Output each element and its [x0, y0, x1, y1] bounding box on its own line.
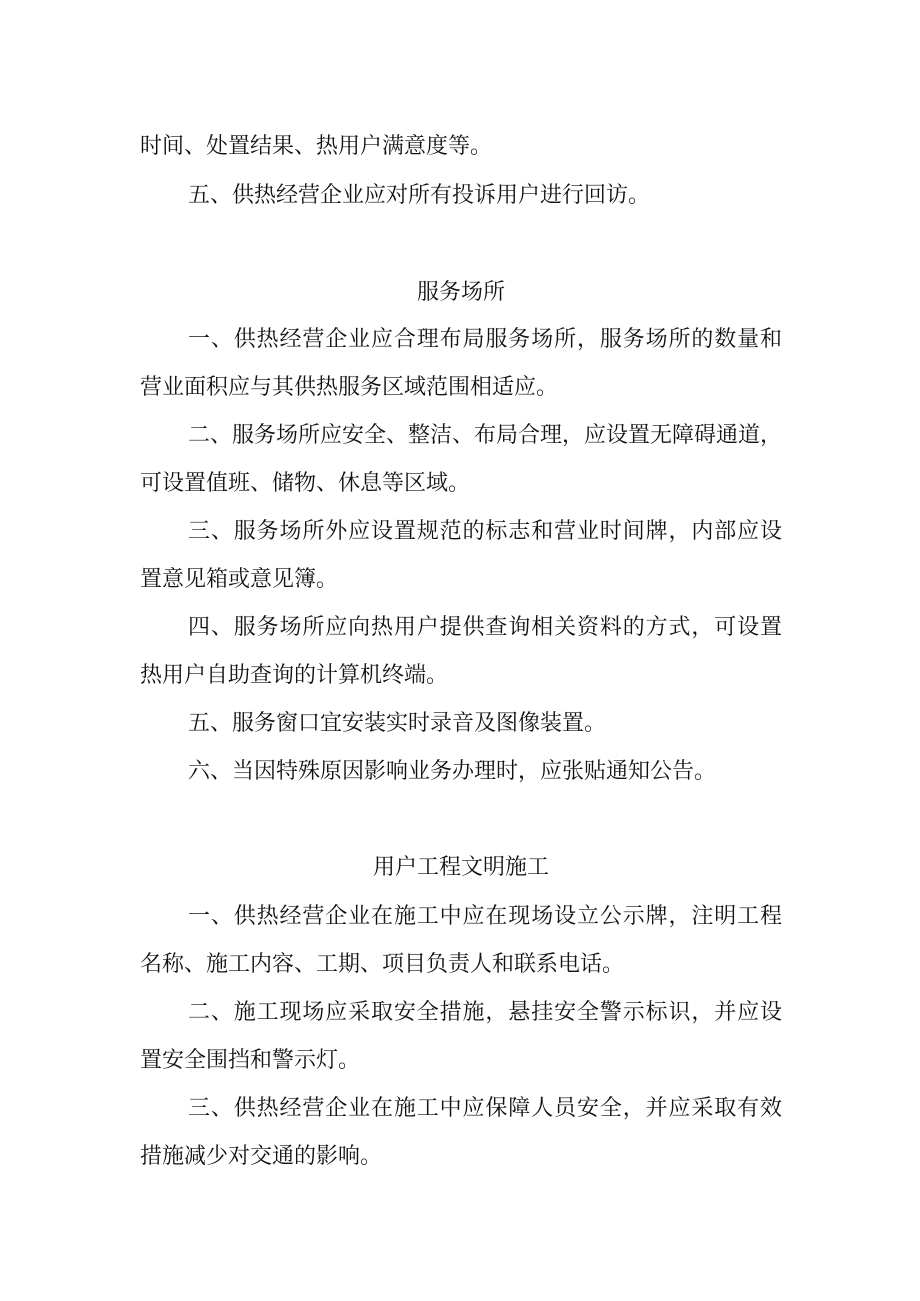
section1-line-5: 三、服务场所外应设置规范的标志和营业时间牌，内部应设 [188, 519, 782, 544]
section1-line-6: 置意见箱或意见簿。 [140, 567, 339, 592]
section1-line-4: 可设置值班、储物、休息等区域。 [140, 471, 471, 496]
section2-line-2: 名称、施工内容、工期、项目负责人和联系电话。 [140, 952, 625, 977]
section2-line-3: 二、施工现场应采取安全措施，悬挂安全警示标识，并应设 [188, 1000, 782, 1025]
section1-line-9: 五、服务窗口宜安装实时录音及图像装置。 [188, 711, 607, 736]
section-heading-service-venue: 服务场所 [416, 280, 505, 305]
section2-line-4: 置安全围挡和警示灯。 [140, 1048, 361, 1073]
intro-line-2: 五、供热经营企业应对所有投诉用户进行回访。 [188, 183, 651, 208]
section1-line-1: 一、供热经营企业应合理布局服务场所，服务场所的数量和 [188, 327, 782, 352]
section1-line-8: 热用户自助查询的计算机终端。 [140, 663, 449, 688]
section2-line-6: 措施减少对交通的影响。 [140, 1144, 383, 1169]
section1-line-2: 营业面积应与其供热服务区域范围相适应。 [140, 375, 559, 400]
section2-line-5: 三、供热经营企业在施工中应保障人员安全，并应采取有效 [188, 1096, 782, 1121]
section1-line-3: 二、服务场所应安全、整洁、布局合理，应设置无障碍通道， [188, 423, 783, 448]
section1-line-7: 四、服务场所应向热用户提供查询相关资料的方式，可设置 [188, 615, 782, 640]
section-heading-civilized-construction: 用户工程文明施工 [372, 855, 549, 880]
intro-line-1: 时间、处置结果、热用户满意度等。 [140, 134, 493, 159]
section2-line-1: 一、供热经营企业在施工中应在现场设立公示牌，注明工程 [188, 904, 782, 929]
section1-line-10: 六、当因特殊原因影响业务办理时，应张贴通知公告。 [188, 759, 717, 784]
